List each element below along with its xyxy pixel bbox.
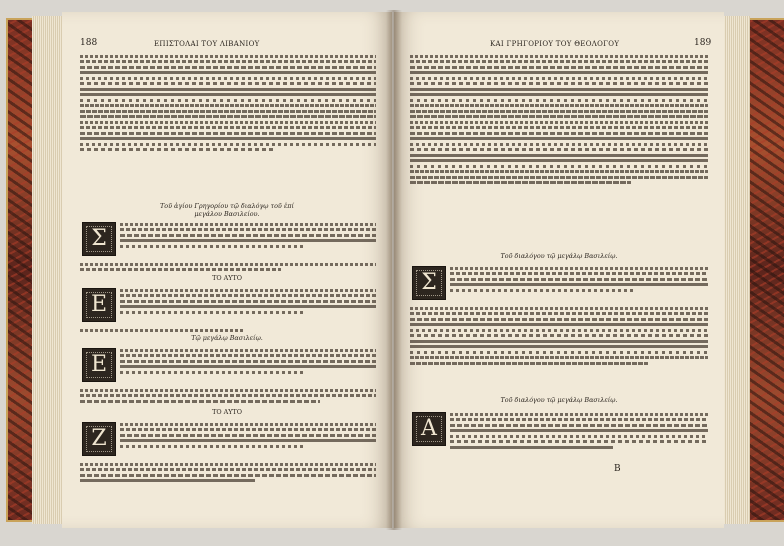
text-line [410,356,708,359]
text-line [410,121,708,124]
text-line [120,228,376,231]
text-line [120,423,376,426]
text-line [120,311,304,314]
text-line [120,371,304,374]
text-line [80,468,376,471]
text-line [410,170,708,173]
text-line [410,307,708,310]
text-line [80,55,376,58]
left-page-number: 188 [80,38,98,48]
right-text-block-1 [410,52,708,187]
text-line [450,289,636,292]
text-line [410,110,708,113]
text-line [410,329,708,332]
text-line [80,479,255,482]
text-line [80,77,376,80]
text-line [410,323,708,326]
text-line [410,104,708,107]
text-line [120,294,376,297]
text-line [410,71,708,74]
text-line [80,143,376,146]
text-line [410,312,708,315]
right-text-block-2b [410,304,708,367]
left-heading-3: Τῷ μεγάλῳ Βασιλείῳ. [191,334,263,342]
left-text-block-5b [80,460,376,485]
left-page [62,12,392,528]
text-line [410,176,708,179]
text-line [80,82,376,85]
text-line [80,263,376,266]
right-heading-2: Τοῦ διαλόγου τῷ μεγάλῳ Βασιλείῳ. [500,396,618,404]
text-line [120,354,376,357]
text-line [410,126,708,129]
text-line [410,334,708,337]
right-text-block-3a [450,410,708,451]
text-line [80,463,376,466]
text-line [410,99,708,102]
left-running-head: ΕΠΙΣΤΟΛΑΙ ΤΟΥ ΛΙΒΑΝΙΟΥ [154,40,260,48]
left-heading-4: ΤΟ ΑΥΤΟ [212,408,242,416]
left-text-block-2a [120,220,376,250]
text-line [80,71,376,74]
left-text-block-5a [120,420,376,450]
text-line [80,104,376,107]
page-edges-right [720,16,750,524]
text-line [80,268,281,271]
text-line [410,148,708,151]
signature-mark: B [614,464,621,474]
text-line [410,55,708,58]
text-line [410,159,708,162]
text-line [80,148,275,151]
text-line [120,434,376,437]
text-line [450,278,708,281]
text-line [80,329,243,332]
text-line [120,223,376,226]
book-gutter [386,10,402,530]
text-line [410,351,708,354]
text-line [450,413,708,416]
text-line [410,154,708,157]
text-line [410,60,708,63]
text-line [80,126,376,129]
left-text-block-3b [80,326,376,334]
drop-cap-left-4: Ζ [82,422,116,456]
text-line [410,132,708,135]
text-line [80,93,376,96]
text-line [410,77,708,80]
drop-cap-left-2: Ε [82,288,116,322]
text-line [120,289,376,292]
text-line [410,181,631,184]
text-line [410,165,708,168]
left-text-block-2b [80,260,376,274]
text-line [410,318,708,321]
text-line [410,345,708,348]
text-line [80,474,376,477]
text-line [120,445,304,448]
text-line [450,446,613,449]
text-line [80,121,376,124]
text-line [80,400,320,403]
text-line [120,245,304,248]
left-heading-1b: μεγάλου Βασιλείου. [194,210,260,218]
text-line [410,143,708,146]
text-line [450,272,708,275]
text-line [120,300,376,303]
right-heading-1: Τοῦ διαλόγου τῷ μεγάλῳ Βασιλείῳ. [500,252,618,260]
left-heading-1: Τοῦ ἁγίου Γρηγορίου τῷ διαλόγῳ τοῦ ἐπί [160,202,294,210]
drop-cap-right-1: Σ [412,266,446,300]
text-line [80,389,376,392]
left-text-block-4a [120,346,376,376]
text-line [410,362,648,365]
left-text-block-3a [120,286,376,316]
text-line [80,115,376,118]
text-line [410,93,708,96]
text-line [80,137,376,140]
right-text-block-2a [450,264,708,294]
text-line [450,267,708,270]
text-line [450,418,708,421]
right-page-number: 189 [694,38,712,48]
left-text-block-4b [80,386,376,405]
text-line [80,99,376,102]
text-line [410,340,708,343]
text-line [120,234,376,237]
text-line [450,429,708,432]
text-line [80,132,376,135]
text-line [80,394,376,397]
text-line [120,360,376,363]
text-line [120,349,376,352]
text-line [80,66,376,69]
text-line [450,440,708,443]
text-line [80,110,376,113]
text-line [120,365,376,368]
text-line [450,424,708,427]
left-text-block-1 [80,52,376,154]
left-heading-2: ΤΟ ΑΥΤΟ [212,274,242,282]
text-line [450,435,708,438]
drop-cap-left-1: Σ [82,222,116,256]
text-line [410,82,708,85]
text-line [80,88,376,91]
right-running-head: ΚΑΙ ΓΡΗΓΟΡΙΟΥ ΤΟΥ ΘΕΟΛΟΓΟΥ [490,40,620,48]
text-line [410,137,708,140]
text-line [410,88,708,91]
text-line [120,428,376,431]
text-line [120,305,376,308]
text-line [450,283,708,286]
drop-cap-right-2: Α [412,412,446,446]
text-line [410,66,708,69]
right-page [394,12,724,528]
text-line [80,60,376,63]
text-line [120,239,376,242]
drop-cap-left-3: Ε [82,348,116,382]
text-line [410,115,708,118]
text-line [120,439,376,442]
